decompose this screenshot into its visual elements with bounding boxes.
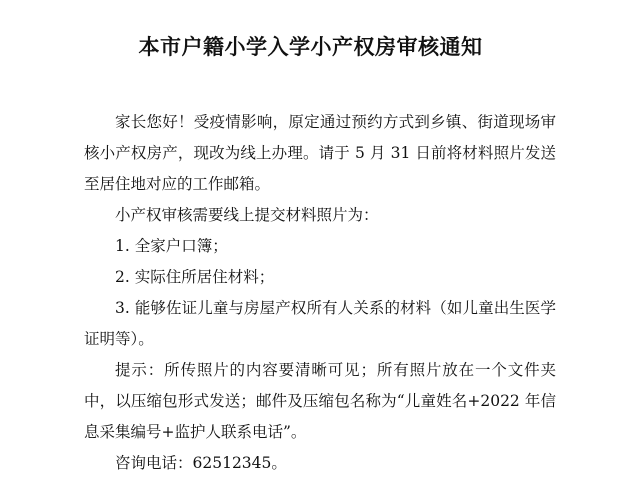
material-item-1: 1. 全家户口簿； — [115, 237, 228, 255]
tips-paragraph: 提示：所传照片的内容要清晰可见；所有照片放在一个文件夹中，以压缩包形式发送；邮件及压缩包名称为“儿童姓名+2022 年信息采集编号+监护人联系电话”。 — [84, 361, 556, 441]
material-item-3: 3. 能够佐证儿童与房屋产权所有人关系的材料（如儿童出生医学证明等）。 — [84, 299, 556, 348]
notice-title: 本市户籍小学入学小产权房审核通知 — [138, 35, 483, 59]
material-item-2: 2. 实际住所居住材料； — [115, 268, 275, 286]
greeting-paragraph: 家长您好！受疫情影响，原定通过预约方式到乡镇、街道现场审核小产权房产，现改为线上办理。请于 5 月 31 日前将材料照片发送至居住地对应的工作邮箱。 — [84, 113, 556, 193]
materials-intro: 小产权审核需要线上提交材料照片为： — [115, 206, 379, 224]
notice-body — [84, 107, 556, 479]
contact-phone: 咨询电话：62512345。 — [115, 454, 287, 472]
